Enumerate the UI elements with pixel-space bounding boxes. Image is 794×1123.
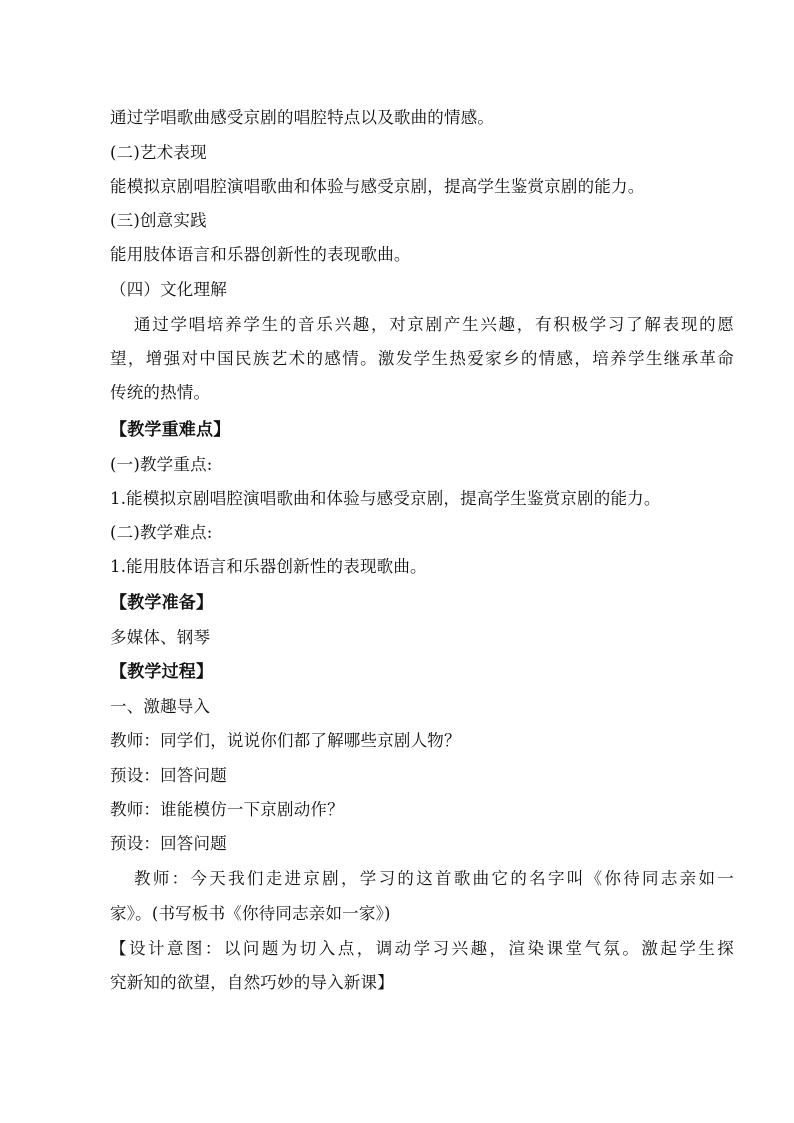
artistic-expression-text: 能模拟京剧唱腔演唱歌曲和体验与感受京剧，提高学生鉴赏京剧的能力。: [110, 177, 645, 196]
teaching-process-heading: 【教学过程】: [110, 662, 214, 682]
design-intent-line: 究新知的欲望，自然巧妙的导入新课】: [110, 973, 394, 992]
section-heading-warmup: 一、激趣导入: [110, 697, 211, 716]
creative-practice-text: 能用肢体语言和乐器创新性的表现歌曲。: [110, 245, 411, 264]
cultural-understanding-line: 望，增强对中国民族艺术的感情。激发学生热爱家乡的情感，培养学生继承革命: [110, 349, 734, 368]
key-points-item: 1.能模拟京剧唱腔演唱歌曲和体验与感受京剧，提高学生鉴赏京剧的能力。: [110, 489, 661, 508]
cultural-understanding-line: 通过学唱培养学生的音乐兴趣，对京剧产生兴趣，有积极学习了解表现的愿: [134, 315, 734, 334]
key-difficult-points-heading: 【教学重难点】: [110, 420, 231, 440]
teaching-preparation-heading: 【教学准备】: [110, 593, 214, 613]
difficult-points-item: 1.能用肢体语言和乐器创新性的表现歌曲。: [110, 557, 427, 576]
cultural-understanding-line: 传统的热情。: [110, 383, 211, 402]
key-points-heading: (一)教学重点:: [110, 455, 213, 474]
dialogue-line: 预设：回答问题: [110, 834, 227, 853]
artistic-expression-heading: (二)艺术表现: [110, 143, 207, 162]
dialogue-line: 教师：谁能模仿一下京剧动作？: [110, 800, 344, 819]
creative-practice-heading: (三)创意实践: [110, 211, 207, 230]
design-intent-line: 【设计意图：以问题为切入点，调动学习兴趣，渲染课堂气氛。激起学生探: [110, 939, 734, 958]
dialogue-line: 预设：回答问题: [110, 766, 227, 785]
teaching-preparation-text: 多媒体、钢琴: [110, 628, 211, 647]
difficult-points-heading: (二)教学难点:: [110, 523, 213, 542]
teacher-intro-line: 家》。(书写板书《你待同志亲如一家》): [110, 904, 391, 923]
cultural-understanding-heading: （四）文化理解: [110, 280, 227, 299]
objective-intro-text: 通过学唱歌曲感受京剧的唱腔特点以及歌曲的情感。: [110, 108, 495, 127]
dialogue-line: 教师：同学们，说说你们都了解哪些京剧人物？: [110, 731, 461, 750]
teacher-intro-line: 教师：今天我们走进京剧，学习的这首歌曲它的名字叫《你待同志亲如一: [134, 869, 734, 888]
